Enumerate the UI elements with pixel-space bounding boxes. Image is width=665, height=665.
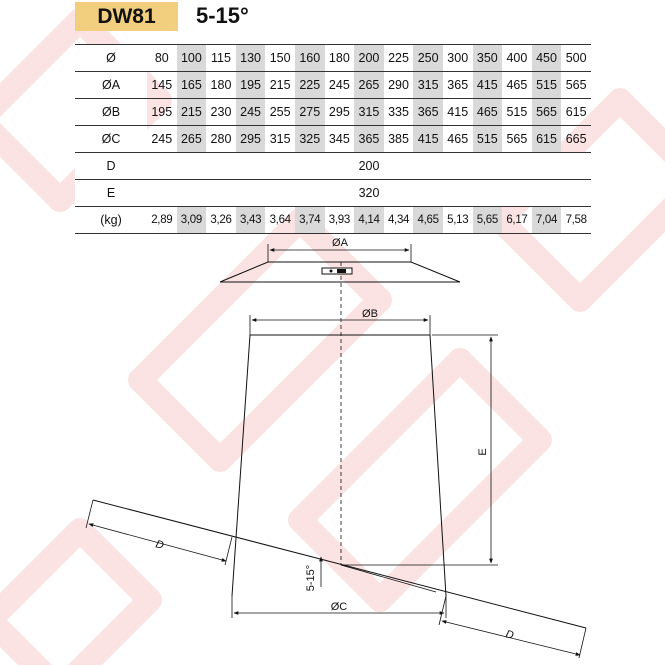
row-header: E (75, 180, 147, 207)
table-cell: 365 (443, 72, 473, 99)
table-cell: 195 (236, 72, 266, 99)
table-cell: 180 (325, 45, 355, 72)
table-cell: 6,17 (502, 207, 532, 234)
table-cell: 295 (325, 99, 355, 126)
table-cell: 130 (236, 45, 266, 72)
table-cell: 565 (532, 99, 562, 126)
table-cell: 3,43 (236, 207, 266, 234)
dimension-line-e (341, 335, 498, 565)
table-cell: 245 (236, 99, 266, 126)
table-cell: 315 (413, 72, 443, 99)
dimension-label-d-right: D (504, 628, 515, 642)
table-cell: 465 (473, 99, 503, 126)
table-cell: 80 (147, 45, 177, 72)
table-cell: 465 (502, 72, 532, 99)
table-cell: 500 (561, 45, 591, 72)
table-cell: 5,65 (473, 207, 503, 234)
table-cell: 325 (295, 126, 325, 153)
table-cell: 275 (295, 99, 325, 126)
table-cell: 195 (147, 99, 177, 126)
table-cell: 150 (265, 45, 295, 72)
table-cell: 665 (561, 126, 591, 153)
table-cell: 415 (413, 126, 443, 153)
table-cell: 4,14 (354, 207, 384, 234)
table-cell: 385 (384, 126, 414, 153)
dimension-label-b: ØB (362, 308, 378, 320)
table-cell: 3,93 (325, 207, 355, 234)
table-cell: 365 (354, 126, 384, 153)
dimension-label-a: ØA (332, 237, 348, 249)
table-cell: 320 (147, 180, 591, 207)
angle-label: 5-15° (305, 564, 317, 592)
table-cell: 4,34 (384, 207, 414, 234)
table-cell: 115 (206, 45, 236, 72)
angle-range-title: 5-15° (196, 3, 249, 28)
table-cell: 615 (532, 126, 562, 153)
table-cell: 515 (532, 72, 562, 99)
table-cell: 180 (206, 72, 236, 99)
table-cell: 215 (265, 72, 295, 99)
dimension-label-d-left: D (154, 538, 166, 552)
table-cell: 315 (354, 99, 384, 126)
row-header: (kg) (75, 207, 147, 234)
model-badge: DW81 (75, 2, 178, 31)
row-header: D (75, 153, 147, 180)
table-cell: 280 (206, 126, 236, 153)
table-cell: 415 (443, 99, 473, 126)
table-cell: 350 (473, 45, 503, 72)
table-row-span (75, 153, 591, 180)
row-header: ØB (75, 99, 147, 126)
table-row-diameter (75, 45, 591, 72)
table-cell: 165 (177, 72, 207, 99)
row-header: Ø (75, 45, 147, 72)
table-cell: 3,74 (295, 207, 325, 234)
table-cell: 5,13 (443, 207, 473, 234)
table-cell: 255 (265, 99, 295, 126)
dimension-line-d-right (439, 596, 586, 658)
table-row-øa (75, 72, 591, 99)
table-cell: 345 (325, 126, 355, 153)
table-cell: 515 (473, 126, 503, 153)
table-cell: 3,09 (177, 207, 207, 234)
table-cell: 265 (354, 72, 384, 99)
table-cell: 225 (295, 72, 325, 99)
dimension-label-e: E (477, 448, 489, 456)
table-cell: 245 (147, 126, 177, 153)
table-cell: 245 (325, 72, 355, 99)
table-cell: 365 (413, 99, 443, 126)
table-cell: 250 (413, 45, 443, 72)
dimension-table (75, 44, 591, 234)
table-cell: 7,58 (561, 207, 591, 234)
table-cell: 415 (473, 72, 503, 99)
table-cell: 200 (147, 153, 591, 180)
table-cell: 300 (443, 45, 473, 72)
table-cell: 100 (177, 45, 207, 72)
table-cell: 200 (354, 45, 384, 72)
table-cell: 3,26 (206, 207, 236, 234)
table-cell: 4,65 (413, 207, 443, 234)
table-cell: 160 (295, 45, 325, 72)
dimension-line-d-left (86, 500, 232, 565)
table-cell: 615 (561, 99, 591, 126)
table-row-weight (75, 207, 591, 234)
row-header: ØA (75, 72, 147, 99)
table-cell: 225 (384, 45, 414, 72)
table-cell: 315 (265, 126, 295, 153)
table-cell: 265 (177, 126, 207, 153)
table-cell: 295 (236, 126, 266, 153)
table-cell: 400 (502, 45, 532, 72)
row-header: ØC (75, 126, 147, 153)
table-cell: 230 (206, 99, 236, 126)
table-row-øc (75, 126, 591, 153)
collar-clamp (322, 268, 352, 274)
dimension-line-b (250, 315, 430, 335)
table-cell: 7,04 (532, 207, 562, 234)
table-cell: 515 (502, 99, 532, 126)
table-cell: 565 (561, 72, 591, 99)
dimension-label-c: ØC (330, 601, 348, 613)
table-row-øb (75, 99, 591, 126)
table-cell: 145 (147, 72, 177, 99)
table-row-span (75, 180, 591, 207)
table-cell: 450 (532, 45, 562, 72)
table-cell: 335 (384, 99, 414, 126)
table-cell: 3,64 (265, 207, 295, 234)
table-cell: 465 (443, 126, 473, 153)
table-cell: 290 (384, 72, 414, 99)
table-cell: 2,89 (147, 207, 177, 234)
cone-outline (232, 335, 446, 596)
table-cell: 565 (502, 126, 532, 153)
table-cell: 215 (177, 99, 207, 126)
